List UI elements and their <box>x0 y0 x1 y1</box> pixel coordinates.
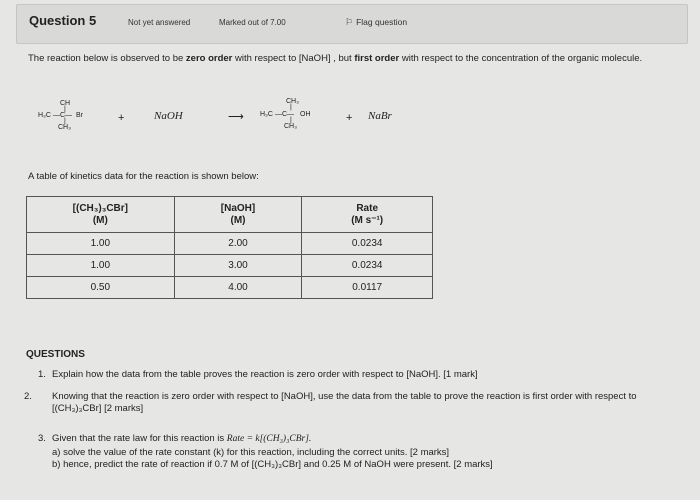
intro-text <box>28 52 658 65</box>
header-line: Rate <box>356 202 379 214</box>
table-cell: 0.0117 <box>302 277 433 299</box>
reactant-right: Br <box>76 112 83 119</box>
reaction-arrow: ⟶ <box>228 111 244 123</box>
question-info-bar <box>16 4 688 44</box>
table-header-row <box>27 197 433 233</box>
column-header <box>27 197 175 233</box>
question-3 <box>38 433 678 445</box>
flag-icon: ⚐ <box>345 17 354 27</box>
table-row <box>27 277 433 299</box>
intro-part: with respect to [NaOH] , but <box>232 53 355 64</box>
question-number: 1. <box>38 369 46 380</box>
table-cell: 0.0234 <box>302 233 433 255</box>
table-cell: 1.00 <box>27 255 175 277</box>
header-line: [NaOH] <box>220 202 256 214</box>
question-2 <box>24 391 678 415</box>
plus-sign: + <box>346 112 353 124</box>
reaction-equation <box>16 92 688 152</box>
reactant-bottom: CH₃ <box>58 124 71 131</box>
table-cell: 4.00 <box>174 277 302 299</box>
plus-sign: + <box>118 112 125 124</box>
flag-label: Flag question <box>356 17 408 27</box>
reactant-top: CH <box>60 100 71 107</box>
intro-part: The reaction below is observed to be <box>28 53 186 64</box>
column-header <box>302 197 433 233</box>
product-left: H₃C <box>260 111 273 118</box>
header-unit: (M) <box>230 214 246 226</box>
question-text: Given that the rate law for this reaction is <box>52 433 227 444</box>
product-right: OH <box>300 111 311 118</box>
table-cell: 2.00 <box>174 233 302 255</box>
reactant-molecule: CH | H₃C —C— Br | CH₃ <box>38 100 83 131</box>
kinetics-table <box>26 196 433 299</box>
rate-law: Rate = k[(CH₃)₃CBr]. <box>226 434 312 444</box>
marks-label: Marked out of 7.00 <box>219 18 286 27</box>
question-1 <box>38 369 678 381</box>
question-text: Explain how the data from the table proves the reaction is zero order with respect to [NaOH]. [1 mark] <box>52 369 478 380</box>
product-bottom: CH₃ <box>284 123 297 130</box>
table-row <box>27 255 433 277</box>
questions-heading: QUESTIONS <box>26 349 85 360</box>
header-line: [(CH₃)₃CBr] <box>72 202 129 214</box>
question-title: Question 5 <box>29 13 97 28</box>
naoh-label: NaOH <box>154 110 183 122</box>
table-intro: A table of kinetics data for the reaction is shown below: <box>28 171 259 182</box>
column-header <box>174 197 302 233</box>
intro-bold: zero order <box>185 53 233 64</box>
table-cell: 0.50 <box>27 277 175 299</box>
answer-status: Not yet answered <box>128 18 191 27</box>
question-text: Knowing that the reaction is zero order with respect to [NaOH], use the data from the table to prove the reaction is first order with respect to [(CH₃)₃CBr] [2 marks] <box>52 391 637 414</box>
table-cell: 3.00 <box>174 255 302 277</box>
table-row <box>27 233 433 255</box>
reactant-left: H₃C <box>38 112 51 119</box>
table-cell: 0.0234 <box>302 255 433 277</box>
product-molecule: CH₃ | H₃C —C— OH | CH₃ <box>260 98 311 130</box>
question-number: 2. <box>24 391 32 402</box>
product-top: CH₃ <box>286 98 299 105</box>
header-unit: (M) <box>92 214 108 226</box>
intro-part: with respect to the concentration of the organic molecule. <box>399 53 643 64</box>
intro-bold: first order <box>354 53 400 64</box>
flag-question-button[interactable] <box>345 17 407 28</box>
nabr-label: NaBr <box>368 110 392 122</box>
table-cell: 1.00 <box>27 233 175 255</box>
question-number: 3. <box>38 433 46 444</box>
question-3a: a) solve the value of the rate constant (k) for this reaction, including the correct units. [2 marks] <box>52 447 450 458</box>
header-unit: (M s⁻¹) <box>351 214 384 226</box>
question-3b: b) hence, predict the rate of reaction if 0.7 M of [(CH₃)₃CBr] and 0.25 M of NaOH were present. [2 marks] <box>52 459 493 470</box>
question-content <box>16 44 688 500</box>
